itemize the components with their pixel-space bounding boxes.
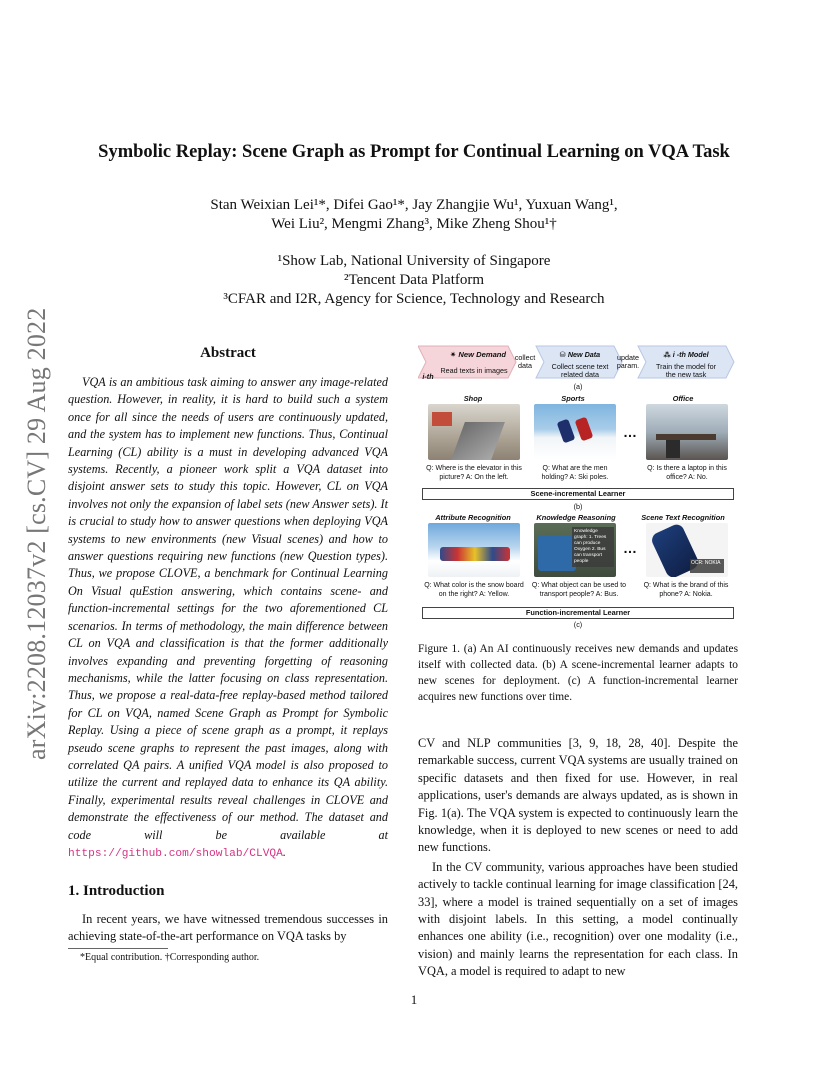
- phone-photo: [646, 523, 728, 577]
- new-demand-label: ✷ New Demand: [449, 350, 507, 359]
- new-data-label: ⛁ New Data: [559, 350, 601, 359]
- question-shop: Q: Where is the elevator in this picture? A: On the left.: [426, 465, 522, 481]
- abstract-heading: Abstract: [200, 345, 256, 361]
- function-head-scene-text: Scene Text Recognition: [641, 513, 725, 522]
- panel-a-label: (a): [573, 382, 583, 391]
- figure-caption: Figure 1. (a) An AI continuously receives new demands and updates itself with collected data. (b) A scene-incremental learner adapts to new scenes for deployment. (c) A function-incremental learner acquires new functions over time.: [418, 643, 738, 703]
- ith-label: i-th: [422, 372, 434, 381]
- network-icon: ⁂: [663, 350, 671, 359]
- abstract-text: VQA is an ambitious task aiming to answer any image-related question. However, in reality, it is hard to build such a system once for all since the needs of users are continuously updated, and the system has to implement new functions. Thus, Continual Learning (CL) ability is a must in developing advanced VQA systems. Recently, a pioneer work split a VQA dataset into disjoint answer sets to study this topic. However, CL on VQA involves not only the expansion of label sets (new Answer sets). It is crucial to study how to answer questions when deploying VQA systems to new environments (new Visual scenes) and how to answer questions requiring new functions (new Question types). Thus, we propose CLOVE, a benchmark for Continual Learning On Visual quEstion answering, which contains scene- and function-incremental settings for the two aforementioned CL scenarios. In terms of methodology, the main difference between CL on VQA and classification is that the former additionally involves expanding and preventing forgetting of reasoning mechanisms, while the latter focusing on class representation. Thus, we propose a real-data-free replay-based method tailored for CL on VQA, named Scene Graph as Prompt for Symbolic Replay. Using a piece of scene graph as a prompt, it replays pseudo scene graphs to represent the past images, along with correlated QA pairs. A unified VQA model is also proposed to utilize the current and replayed data to enhance its QA ability. Finally, experimental results reveal challenges in CLOVE and demonstrate the effectiveness of our method. The dataset and code will be available at https://github.com/showlab/CLVQA.: [68, 375, 388, 860]
- database-icon: ⛁: [559, 350, 566, 359]
- knowledge-graph-callout: Knowledge graph: 1. Trees can produce Oxygen 2. Bus can transport people: [572, 527, 614, 567]
- abstract-body: VQA is an ambitious task aiming to answer any image-related question. However, in reality, it is hard to build such a system once for all since the needs of users are continuously updated, and the system has to implement new functions. Thus, Continual Learning (CL) ability is a must in developing advanced VQA systems. Recently, a pioneer work split a VQA dataset into disjoint answer sets to study this topic. However, CL on VQA involves not only the expansion of label sets (new Answer sets). It is crucial to study how to answer questions when deploying VQA systems to new environments (new Visual scenes) and how to answer questions requiring new functions (new Question types). Thus, we propose CLOVE, a benchmark for Continual Learning On Visual quEstion answering, which contains scene- and function-incremental settings for the two aforementioned CL scenarios. In terms of methodology, the main difference between CL on VQA and classification is that the former additionally involves expanding and preventing forgetting of reasoning mechanisms, while the latter focusing on class representation. Thus, we propose a real-data-free replay-based method tailored for CL on VQA, named Scene Graph as Prompt for Symbolic Replay. Using a piece of scene graph as a prompt, it replays pseudo scene graphs to represent the past images, along with correlated QA pairs. A unified VQA model is also proposed to utilize the current and replayed data to enhance its QA ability. Finally, experimental results reveal challenges in CLOVE and demonstrate the effectiveness of our method. The dataset and code will be available at: [68, 375, 388, 842]
- bus-photo: [534, 523, 616, 577]
- introduction-text: In recent years, we have witnessed tremendous successes in achieving state-of-the-art performance on VQA tasks by: [68, 912, 388, 944]
- new-demand-sub: Read texts in images: [440, 366, 508, 375]
- affiliations: [0, 252, 828, 309]
- function-incremental-learner-box: Function-incremental Learner: [422, 607, 734, 619]
- scene-head-sports: Sports: [561, 394, 585, 403]
- figure-1: [418, 342, 738, 632]
- page-number: 1: [410, 992, 418, 1007]
- sports-photo: [534, 404, 616, 460]
- snowboard-photo: [428, 523, 520, 577]
- authors-line-2: Wei Liu², Mengmi Zhang³, Mike Zheng Shou¹†: [271, 216, 557, 232]
- right-column-text: [418, 735, 738, 981]
- panel-b-label: (b): [573, 502, 583, 511]
- affiliation-1: ¹Show Lab, National University of Singapore: [277, 253, 551, 269]
- scene-head-office: Office: [672, 394, 694, 403]
- code-url-link[interactable]: https://github.com/showlab/CLVQA: [68, 847, 283, 860]
- footnote: *Equal contribution. †Corresponding author.: [80, 952, 260, 963]
- author-list: [0, 196, 828, 234]
- model-sub: Train the model for the new task: [655, 362, 717, 379]
- affiliation-3: ³CFAR and I2R, Agency for Science, Technology and Research: [223, 291, 605, 307]
- function-head-knowledge: Knowledge Reasoning: [536, 513, 616, 522]
- panel-c-label: (c): [573, 620, 583, 629]
- ocr-callout: OCR: NOKIA: [690, 559, 724, 573]
- update-param-label: update param.: [616, 353, 640, 370]
- ellipsis-b: …: [623, 424, 637, 440]
- ellipsis-c: …: [623, 540, 637, 556]
- arxiv-watermark: arXiv:2208.12037v2 [cs.CV] 29 Aug 2022: [22, 307, 51, 760]
- paragraph-1: CV and NLP communities [3, 9, 18, 28, 40]. Despite the remarkable success, current VQA systems are usually trained on specific datasets and then fixed for use. However, in real applications, user's demands are always updated, as is shown in Fig. 1(a). The VQA system is expected to continuously learn the knowledge, when it is deployed to new scenes or need to add new functions.: [418, 736, 738, 855]
- scene-head-shop: Shop: [463, 394, 483, 403]
- affiliation-2: ²Tencent Data Platform: [343, 272, 485, 288]
- question-scene-text: Q: What is the brand of this phone? A: Nokia.: [643, 582, 729, 598]
- footnote-rule: [68, 948, 168, 949]
- question-office: Q: Is there a laptop in this office? A: No.: [647, 465, 727, 481]
- paper-title: Symbolic Replay: Scene Graph as Prompt for Continual Learning on VQA Task: [98, 142, 730, 162]
- authors-line-1: Stan Weixian Lei¹*, Difei Gao¹*, Jay Zhangjie Wu¹, Yuxuan Wang¹,: [210, 197, 618, 213]
- question-sports: Q: What are the men holding? A: Ski poles.: [541, 465, 609, 481]
- question-knowledge: Q: What object can be used to transport people? A: Bus.: [531, 582, 627, 598]
- collect-data-label: collect data: [514, 353, 536, 370]
- model-label: ⁂ i -th Model: [663, 350, 709, 359]
- shop-photo: [428, 404, 520, 460]
- new-data-sub: Collect scene text related data: [551, 362, 609, 379]
- function-head-attribute: Attribute Recognition: [435, 513, 511, 522]
- scene-incremental-learner-box: Scene-incremental Learner: [422, 488, 734, 500]
- office-photo: [646, 404, 728, 460]
- question-attribute: Q: What color is the snow board on the right? A: Yellow.: [424, 582, 524, 598]
- introduction-heading: 1. Introduction: [68, 883, 165, 899]
- paragraph-2: In the CV community, various approaches have been studied actively to tackle continual learning for image classification [24, 33], where a model is trained sequentially on a set of images with disjoint labels. In this setting, a model continually enhances one ability (i.e., recognition) over one modality (i.e., vision) and mainly learns the representation for each class. In VQA, a model is required to adapt to new: [418, 859, 738, 979]
